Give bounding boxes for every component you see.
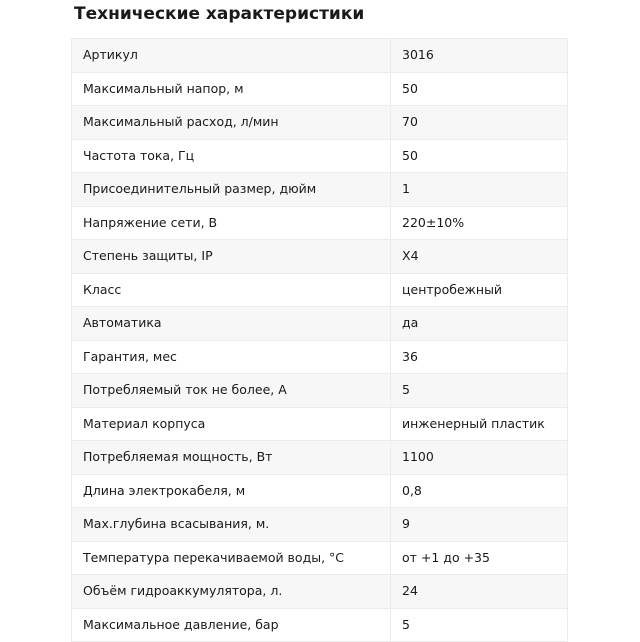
spec-row bbox=[72, 240, 568, 274]
spec-value: 50 bbox=[391, 139, 568, 173]
spec-row bbox=[72, 508, 568, 542]
spec-name: Степень защиты, IP bbox=[72, 240, 391, 274]
spec-row bbox=[72, 575, 568, 609]
spec-row bbox=[72, 307, 568, 341]
spec-value: да bbox=[391, 307, 568, 341]
spec-row bbox=[72, 39, 568, 73]
spec-value: инженерный пластик bbox=[391, 407, 568, 441]
spec-name: Объём гидроаккумулятора, л. bbox=[72, 575, 391, 609]
spec-row bbox=[72, 474, 568, 508]
spec-row bbox=[72, 72, 568, 106]
spec-row bbox=[72, 407, 568, 441]
spec-row bbox=[72, 541, 568, 575]
spec-row bbox=[72, 139, 568, 173]
spec-value: 220±10% bbox=[391, 206, 568, 240]
spec-value: 9 bbox=[391, 508, 568, 542]
spec-name: Класс bbox=[72, 273, 391, 307]
spec-value: 3016 bbox=[391, 39, 568, 73]
spec-value: 24 bbox=[391, 575, 568, 609]
spec-row bbox=[72, 374, 568, 408]
spec-row bbox=[72, 608, 568, 642]
section-title: Технические характеристики bbox=[74, 4, 365, 24]
spec-name: Максимальный напор, м bbox=[72, 72, 391, 106]
spec-row bbox=[72, 441, 568, 475]
spec-name: Напряжение сети, В bbox=[72, 206, 391, 240]
spec-value: 1100 bbox=[391, 441, 568, 475]
spec-value: 50 bbox=[391, 72, 568, 106]
spec-name: Частота тока, Гц bbox=[72, 139, 391, 173]
spec-value: 0,8 bbox=[391, 474, 568, 508]
spec-value: 5 bbox=[391, 374, 568, 408]
spec-value: X4 bbox=[391, 240, 568, 274]
spec-value: 36 bbox=[391, 340, 568, 374]
spec-value: 5 bbox=[391, 608, 568, 642]
spec-name: Материал корпуса bbox=[72, 407, 391, 441]
spec-table-body bbox=[72, 39, 568, 642]
spec-row bbox=[72, 273, 568, 307]
spec-name: Max.глубина всасывания, м. bbox=[72, 508, 391, 542]
spec-name: Гарантия, мес bbox=[72, 340, 391, 374]
spec-row bbox=[72, 106, 568, 140]
spec-name: Потребляемый ток не более, А bbox=[72, 374, 391, 408]
spec-table bbox=[71, 38, 568, 642]
spec-name: Присоединительный размер, дюйм bbox=[72, 173, 391, 207]
spec-name: Длина электрокабеля, м bbox=[72, 474, 391, 508]
spec-name: Потребляемая мощность, Вт bbox=[72, 441, 391, 475]
spec-value: от +1 до +35 bbox=[391, 541, 568, 575]
spec-value: 70 bbox=[391, 106, 568, 140]
spec-row bbox=[72, 206, 568, 240]
spec-row bbox=[72, 340, 568, 374]
spec-value: центробежный bbox=[391, 273, 568, 307]
spec-name: Автоматика bbox=[72, 307, 391, 341]
spec-name: Максимальное давление, бар bbox=[72, 608, 391, 642]
spec-row bbox=[72, 173, 568, 207]
spec-value: 1 bbox=[391, 173, 568, 207]
spec-name: Максимальный расход, л/мин bbox=[72, 106, 391, 140]
spec-name: Артикул bbox=[72, 39, 391, 73]
spec-name: Температура перекачиваемой воды, °С bbox=[72, 541, 391, 575]
